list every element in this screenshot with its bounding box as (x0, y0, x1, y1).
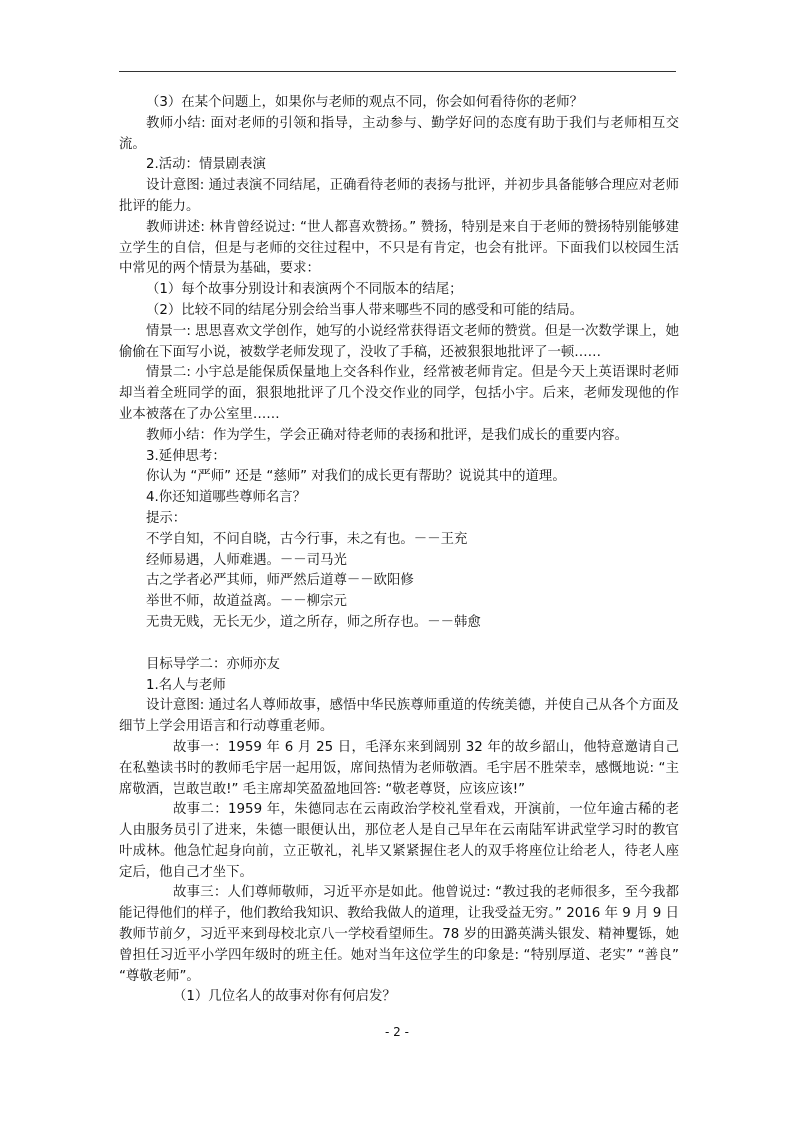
story-3: 故事三：人们尊师敬师，习近平亦是如此。他曾说过: “教过我的老师很多，至今我都能记得他们的样子，他们教给我知识、教给我做人的道理，让我受益无穷。” 2016 年 9 月 9 日教师节前夕，习近平来到母校北京八一学校看望师生。78 岁的田潞英满头银发、精神矍铄，她曾担任习近平小学四年级时的班主任。她对当年这位学生的印象是: “特别厚道、老实” “善良” “尊敬老师”。 (119, 885, 679, 984)
teacher-summary-1: 教师小结: 面对老师的引领和指导，主动参与、勤学好问的态度有助于我们与老师相互交流。 (119, 115, 679, 152)
paragraph-gap (119, 634, 679, 655)
teacher-summary-2: 教师小结：作为学生，学会正确对待老师的表扬和批评，是我们成长的重要内容。 (146, 427, 629, 443)
quote-sima-guang: 经师易遇，人师难遇。－－司马光 (146, 552, 347, 568)
header-rule (119, 71, 676, 72)
goal-heading-2: 目标导学二：亦师亦友 (146, 656, 280, 672)
activity-heading: 2.活动：情景剧表演 (146, 157, 266, 173)
story-2: 故事二：1959 年，朱德同志在云南政治学校礼堂看戏，开演前，一位年逾古稀的老人由服务员引了进来，朱德一眼便认出，那位老人是自己早年在云南陆军讲武堂学习时的教官叶成林。他急忙起身向前，立正敬礼，礼毕又紧紧握住老人的双手将座位让给老人，待老人座定后，他自己才坐下。 (119, 802, 679, 880)
teacher-narration: 教师讲述: 林肯曾经说过: “世人都喜欢赞扬。” 赞扬，特别是来自于老师的赞扬特别能够建立学生的自信，但是与老师的交往过程中，不只是有肯定，也会有批评。下面我们以校园生活中常见的两个情景为基础，要求： (119, 219, 679, 277)
reflection-question: （1）几位名人的故事对你有何启发？ (173, 989, 396, 1005)
story-1: 故事一：1959 年 6 月 25 日，毛泽东来到阔别 32 年的故乡韶山，他特意邀请自己在私塾读书时的教师毛宇居一起用饭，席间热情为老师敬酒。毛宇居不胜荣幸，感慨地说: “主席敬酒，岂敢岂敢!” 毛主席却笑盈盈地回答: “敬老尊贤，应该应该!” (119, 739, 679, 797)
scenario-2: 情景二: 小宇总是能保质保量地上交各科作业，经常被老师肯定。但是今天上英语课时老师却当着全班同学的面，狠狠地批评了几个没交作业的同学，包括小宇。后来，老师发现他的作业本被落在了办公室里…… (119, 365, 679, 422)
extension-heading: 3.延伸思考： (146, 448, 226, 464)
design-intent-1: 设计意图: 通过表演不同结尾，正确看待老师的表扬与批评，并初步具备能够合理应对老师批评的能力。 (119, 178, 679, 214)
quotes-heading: 4.你还知道哪些尊师名言？ (146, 490, 307, 506)
quote-han-yu: 无贵无贱，无长无少，道之所存，师之所存也。－－韩愈 (146, 614, 481, 630)
quote-liu-zongyuan: 举世不师，故道益离。－－柳宗元 (146, 594, 347, 610)
extension-question: 你认为 “严师” 还是 “慈师” 对我们的成长更有帮助？说说其中的道理。 (146, 469, 566, 485)
quote-wang-chong: 不学自知，不问自晓，古今行事，未之有也。－－王充 (146, 531, 468, 547)
requirement-2: （2）比较不同的结尾分别会给当事人带来哪些不同的感受和可能的结局。 (146, 302, 584, 318)
page-number: - 2 - (385, 1025, 409, 1039)
scenario-1: 情景一: 思思喜欢文学创作，她写的小说经常获得语文老师的赞赏。但是一次数学课上，她偷偷在下面写小说，被数学老师发现了，没收了手稿，还被狠狠地批评了一顿…… (119, 323, 679, 360)
question-3: （3）在某个问题上，如果你与老师的观点不同，你会如何看待你的老师？ (146, 95, 584, 110)
hint-label: 提示： (146, 510, 187, 526)
design-intent-2: 设计意图: 通过名人尊师故事，感悟中华民族尊师重道的传统美德，并使自己从各个方面及细节上学会用语言和行动尊重老师。 (119, 698, 679, 735)
requirement-1: （1）每个故事分别设计和表演两个不同版本的结尾； (146, 282, 463, 298)
section-heading-celebrities: 1.名人与老师 (146, 677, 226, 693)
document-body (119, 93, 679, 1008)
quote-ouyang-xiu: 古之学者必严其师，师严然后道尊－－欧阳修 (146, 573, 414, 589)
